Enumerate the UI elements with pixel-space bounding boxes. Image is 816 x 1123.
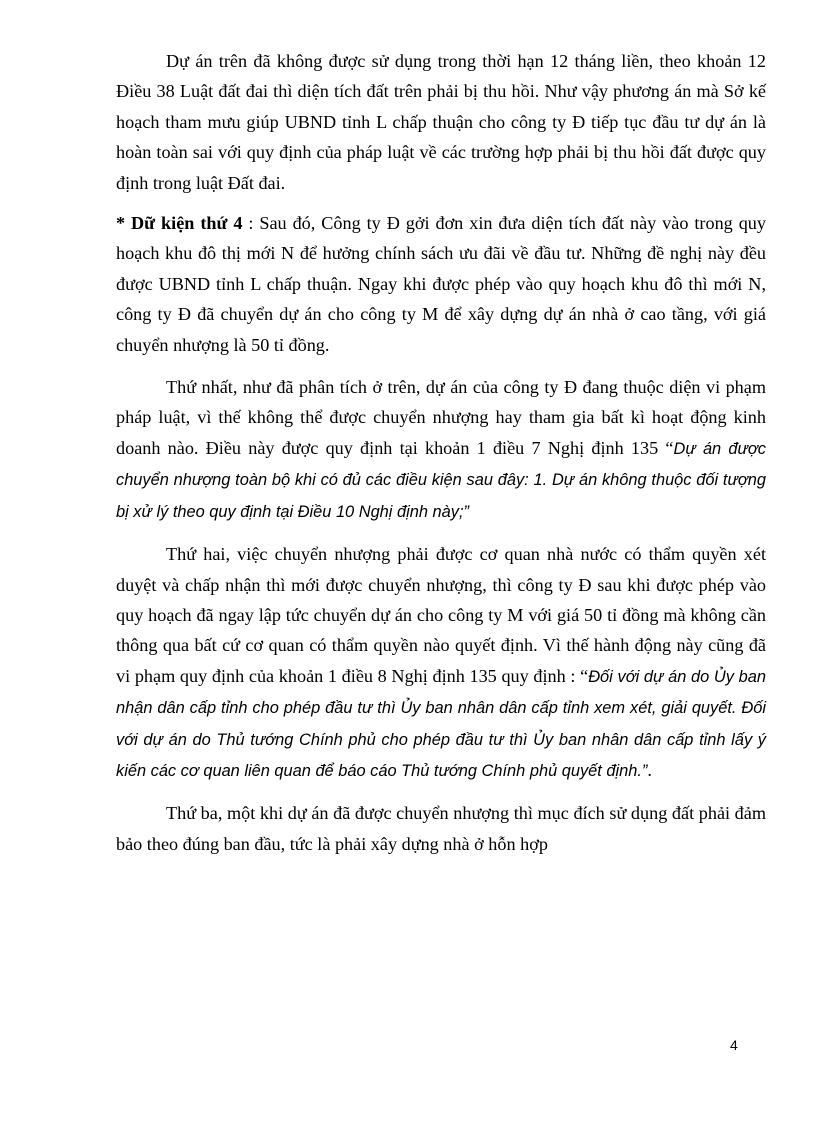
- document-page: [116, 46, 766, 859]
- paragraph-text: Thứ hai, việc chuyển nhượng phải được cơ quan nhà nước có thẩm quyền xét duyệt và chấp nhận thì mới được chuyển nhượng, thì công ty Đ sau khi được phép vào quy hoạch đã ngay lập tức chuyển dự án cho công ty M với giá 50 tỉ đồng mà không cần thông qua bất cứ cơ quan có thẩm quyền nào quyết định. Vì thế hành động này cũng đã vi phạm quy định của khoản 1 điều 8 Nghị định 135 quy định : “: [116, 544, 766, 686]
- paragraph-land-recovery: [116, 46, 766, 198]
- page-number: 4: [730, 1037, 738, 1053]
- paragraph-fact-4: [116, 208, 766, 360]
- legal-quote: Dự án được chuyển nhượng toàn bộ khi có đủ các điều kiện sau đây: 1. Dự án không thuộc đối tượng bị xử lý theo quy định tại Điều 10 Nghị định này;”: [116, 439, 767, 521]
- paragraph-text: Dự án trên đã không được sử dụng trong thời hạn 12 tháng liền, theo khoản 12 Điều 38 Luật đất đai thì diện tích đất trên phải bị thu hồi. Như vậy phương án mà Sở kế hoạch tham mưu giúp UBND tỉnh L chấp thuận cho công ty Đ tiếp tục đầu tư dự án là hoàn toàn sai với quy định của pháp luật về các trường hợp phải bị thu hồi đất được quy định trong luật Đất đai.: [116, 51, 766, 193]
- paragraph-first-point: [116, 372, 766, 527]
- legal-quote: Đối với dự án do Ủy ban nhận dân cấp tỉnh cho phép đầu tư thì Ủy ban nhân dân cấp tỉnh xem xét, giải quyết. Đối với dự án do Thủ tướng Chính phủ cho phép đầu tư thì Ủy ban nhân dân cấp tỉnh lấy ý kiến các cơ quan liên quan để báo cáo Thủ tướng Chính phủ quyết định.”: [116, 667, 766, 780]
- paragraph-text: : Sau đó, Công ty Đ gởi đơn xin đưa diện tích đất này vào trong quy hoạch khu đô thị mới N để hưởng chính sách ưu đãi về đầu tư. Những đề nghị này đều được UBND tỉnh L chấp thuận. Ngay khi được phép vào quy hoạch khu đô thì mới N, công ty Đ đã chuyển dự án cho công ty M để xây dựng dự án nhà ở cao tầng, với giá chuyển nhượng là 50 tỉ đồng.: [116, 213, 766, 355]
- fact-label: * Dữ kiện thứ 4: [116, 213, 243, 234]
- paragraph-third-point: [116, 798, 766, 859]
- paragraph-end: .: [647, 759, 652, 780]
- paragraph-text: Thứ ba, một khi dự án đã được chuyển nhượng thì mục đích sử dụng đất phải đảm bảo theo đúng ban đầu, tức là phải xây dựng nhà ở hỗn hợp: [116, 803, 766, 854]
- paragraph-text: Thứ nhất, như đã phân tích ở trên, dự án của công ty Đ đang thuộc diện vi phạm pháp luật, vì thế không thể được chuyển nhượng hay tham gia bất kì hoạt động kinh doanh nào. Điều này được quy định tại khoản 1 điều 7 Nghị định 135 “: [116, 377, 766, 458]
- paragraph-second-point: [116, 539, 766, 786]
